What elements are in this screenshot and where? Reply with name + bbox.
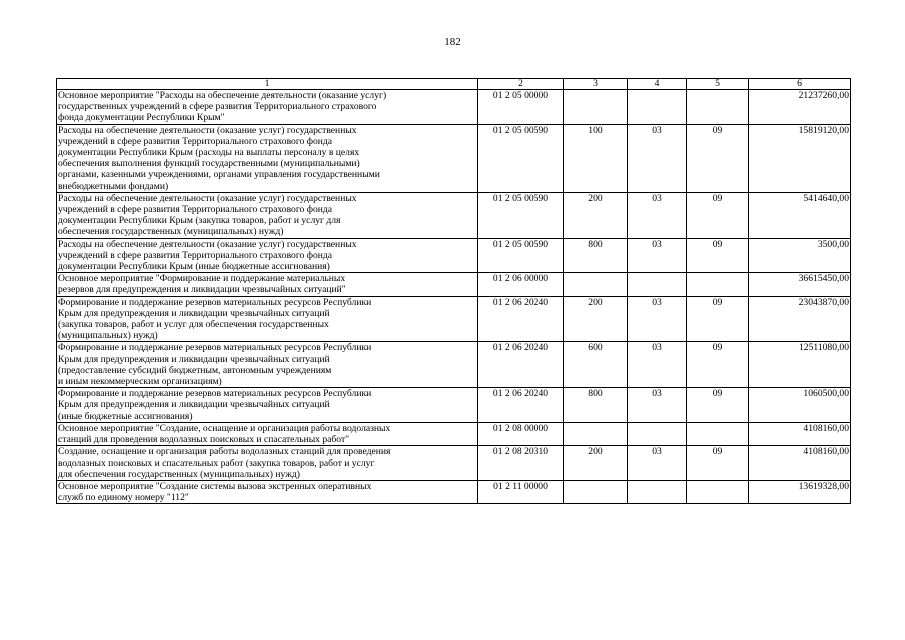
page-number: 182	[444, 36, 461, 48]
row-expense-type	[564, 273, 628, 296]
row-expense-type: 200	[564, 192, 628, 238]
row-description: Основное мероприятие "Создание, оснащение и организация работы водолазных станций для проведения водолазных поисковых и спасательных работ"	[57, 422, 478, 445]
row-description: Формирование и поддержание резервов материальных ресурсов Республики Крым для предупреждения и ликвидации чрезвычайных ситуаций (предоставление субсидий бюджетным, автономным учреждениям и иным некоммерческим организациям)	[57, 342, 478, 388]
row-target-code: 01 2 05 00590	[478, 192, 564, 238]
row-target-code: 01 2 06 20240	[478, 296, 564, 342]
row-section	[628, 480, 687, 503]
row-expense-type	[564, 422, 628, 445]
row-target-code: 01 2 05 00590	[478, 238, 564, 273]
header-col-1: 1	[57, 79, 478, 90]
row-section	[628, 90, 687, 125]
row-expense-type: 800	[564, 388, 628, 423]
table-row	[57, 124, 851, 192]
row-subsection: 09	[687, 124, 749, 192]
row-section: 03	[628, 446, 687, 481]
row-subsection	[687, 273, 749, 296]
row-subsection	[687, 480, 749, 503]
row-description: Расходы на обеспечение деятельности (оказание услуг) государственных учреждений в сфере развития Территориального страхового фонда документации Республики Крым (иные бюджетные ассигнования)	[57, 238, 478, 273]
row-target-code: 01 2 06 20240	[478, 388, 564, 423]
row-amount: 13619328,00	[749, 480, 851, 503]
row-amount: 3500,00	[749, 238, 851, 273]
row-expense-type: 100	[564, 124, 628, 192]
row-subsection: 09	[687, 388, 749, 423]
row-expense-type	[564, 480, 628, 503]
row-amount: 21237260,00	[749, 90, 851, 125]
row-amount: 1060500,00	[749, 388, 851, 423]
budget-table	[56, 78, 851, 504]
row-subsection: 09	[687, 192, 749, 238]
row-description: Формирование и поддержание резервов материальных ресурсов Республики Крым для предупреждения и ликвидации чрезвычайных ситуаций (закупка товаров, работ и услуг для обеспечения государственных (муниципальных) нужд)	[57, 296, 478, 342]
row-amount: 4108160,00	[749, 422, 851, 445]
row-amount: 4108160,00	[749, 446, 851, 481]
row-amount: 23043870,00	[749, 296, 851, 342]
table-row	[57, 90, 851, 125]
row-expense-type: 800	[564, 238, 628, 273]
row-description: Расходы на обеспечение деятельности (оказание услуг) государственных учреждений в сфере развития Территориального страхового фонда документации Республики Крым (закупка товаров, работ и услуг для обеспечения государственных (муниципальных) нужд)	[57, 192, 478, 238]
table-row	[57, 238, 851, 273]
row-subsection	[687, 90, 749, 125]
table-row	[57, 273, 851, 296]
table-row	[57, 388, 851, 423]
row-subsection: 09	[687, 446, 749, 481]
row-section	[628, 422, 687, 445]
row-target-code: 01 2 08 20310	[478, 446, 564, 481]
row-target-code: 01 2 06 00000	[478, 273, 564, 296]
row-section: 03	[628, 238, 687, 273]
row-section: 03	[628, 124, 687, 192]
row-target-code: 01 2 08 00000	[478, 422, 564, 445]
row-section: 03	[628, 296, 687, 342]
row-amount: 5414640,00	[749, 192, 851, 238]
row-target-code: 01 2 06 20240	[478, 342, 564, 388]
row-subsection: 09	[687, 342, 749, 388]
table-row	[57, 480, 851, 503]
row-target-code: 01 2 05 00590	[478, 124, 564, 192]
header-col-6: 6	[749, 79, 851, 90]
row-expense-type: 200	[564, 446, 628, 481]
row-expense-type: 600	[564, 342, 628, 388]
table-row	[57, 296, 851, 342]
row-amount: 15819120,00	[749, 124, 851, 192]
row-subsection: 09	[687, 296, 749, 342]
row-description: Основное мероприятие "Формирование и поддержание материальных резервов для предупреждения и ликвидации чрезвычайных ситуаций"	[57, 273, 478, 296]
table-row	[57, 342, 851, 388]
row-description: Создание, оснащение и организация работы водолазных станций для проведения водолазных поисковых и спасательных работ (закупка товаров, работ и услуг для обеспечения государственных (муниципальных) нужд)	[57, 446, 478, 481]
row-description: Расходы на обеспечение деятельности (оказание услуг) государственных учреждений в сфере развития Территориального страхового фонда документации Республики Крым (расходы на выплаты персоналу в целях обеспечения выполнения функций государственными (муниципальными) органами, казенными учреждениями, органами управления государственными внебюджетными фондами)	[57, 124, 478, 192]
table-row	[57, 422, 851, 445]
header-col-4: 4	[628, 79, 687, 90]
table-row	[57, 446, 851, 481]
row-expense-type: 200	[564, 296, 628, 342]
row-amount: 12511080,00	[749, 342, 851, 388]
row-subsection	[687, 422, 749, 445]
row-section	[628, 273, 687, 296]
row-section: 03	[628, 388, 687, 423]
row-description: Основное мероприятие "Расходы на обеспечение деятельности (оказание услуг) государственных учреждений в сфере развития Территориального страхового фонда документации Республики Крым"	[57, 90, 478, 125]
row-description: Основное мероприятие "Создание системы вызова экстренных оперативных служб по единому номеру "112"	[57, 480, 478, 503]
row-subsection: 09	[687, 238, 749, 273]
row-amount: 36615450,00	[749, 273, 851, 296]
row-target-code: 01 2 11 00000	[478, 480, 564, 503]
table-header-row	[57, 79, 851, 90]
header-col-3: 3	[564, 79, 628, 90]
table-row	[57, 192, 851, 238]
row-section: 03	[628, 192, 687, 238]
header-col-2: 2	[478, 79, 564, 90]
row-expense-type	[564, 90, 628, 125]
row-section: 03	[628, 342, 687, 388]
header-col-5: 5	[687, 79, 749, 90]
row-target-code: 01 2 05 00000	[478, 90, 564, 125]
row-description: Формирование и поддержание резервов материальных ресурсов Республики Крым для предупреждения и ликвидации чрезвычайных ситуаций (иные бюджетные ассигнования)	[57, 388, 478, 423]
